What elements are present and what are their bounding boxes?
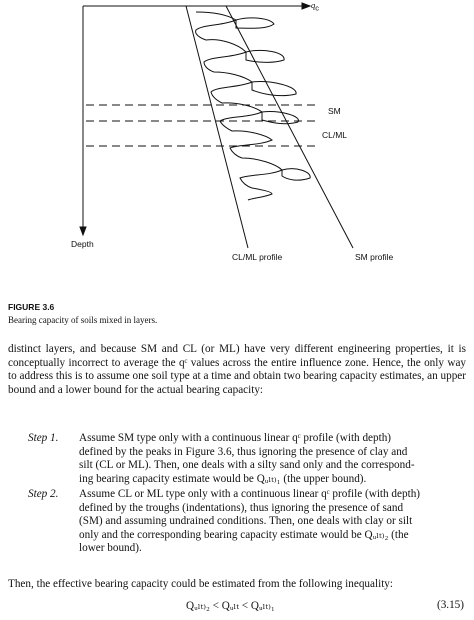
qc-peak-3 — [252, 82, 296, 96]
qc-peak-4 — [262, 112, 298, 124]
step-1-line: Assume SM type only with a continuous linear qᶜ profile (with depth) — [79, 432, 392, 444]
step-1-label: Step 1. — [28, 432, 59, 444]
qc-peak-2 — [246, 50, 284, 62]
step-2-label: Step 2. — [28, 488, 59, 500]
qc-trace — [196, 12, 282, 200]
step-1-line: silt (CL or ML). Then, one deals with a silty sand only and the correspond- — [79, 459, 415, 472]
figure-caption-title: FIGURE 3.6 — [8, 302, 55, 312]
qc-axis-arrow — [302, 3, 310, 9]
depth-axis-label: Depth — [71, 239, 94, 249]
step-2-line: (SM) and assuming undrained conditions. Then, one deals with clay or silt — [79, 515, 413, 528]
step-2-line: lower bound). — [79, 542, 142, 555]
step-2-line: only and the corresponding bearing capacity estimate would be Qᵤₗₜ₎₂ (the — [79, 528, 409, 541]
equation-expression: Qᵤₗₜ₎₂ < Qᵤₗₜ < Qᵤₗₜ₎₁ — [186, 600, 275, 612]
sm-layer-label: SM — [328, 106, 341, 116]
figure-caption-text: Bearing capacity of soils mixed in layers. — [8, 315, 158, 325]
depth-axis-arrow — [80, 227, 86, 235]
conclusion-paragraph: Then, the effective bearing capacity could be estimated from the following inequality: — [8, 578, 394, 590]
step-2-line: defined by the troughs (indentations), thus ignoring the presence of sand — [79, 501, 404, 514]
qc-peak-1 — [236, 18, 274, 28]
qc-axis-label: $q_c$ — [311, 0, 319, 13]
clml-profile-label: CL/ML profile — [232, 252, 283, 262]
equation-number: (3.15) — [436, 599, 464, 611]
qc-peak-5 — [282, 169, 310, 180]
step-2-line: Assume CL or ML type only with a continuous linear qᶜ profile (with depth) — [79, 488, 421, 500]
sm-profile-label: SM profile — [355, 252, 394, 262]
step-1-line: defined by the peaks in Figure 3.6, thus ignoring the presence of clay and — [79, 445, 408, 458]
clml-layer-label: CL/ML — [322, 130, 348, 140]
figure-3-6 — [0, 0, 474, 280]
sm-profile-line — [226, 6, 353, 248]
intro-paragraph: distinct layers, and because SM and CL (or ML) have very different engineering properties, it is conceptually incorrect to average the qᶜ values across the entire influence zone. Hence, the only way to address this is to assume one soil type at a time and obtain two bearing capacity estimates, an upper bound and a lower bound for the actual bearing capacity: — [8, 343, 466, 396]
bearing-capacity-diagram — [0, 0, 474, 280]
step-1 — [28, 432, 466, 486]
step-1-line: ing bearing capacity estimate would be Qᵤₗₜ₎₁ (the upper bound). — [79, 472, 367, 485]
step-2 — [28, 488, 466, 556]
clml-profile-line — [186, 6, 248, 248]
